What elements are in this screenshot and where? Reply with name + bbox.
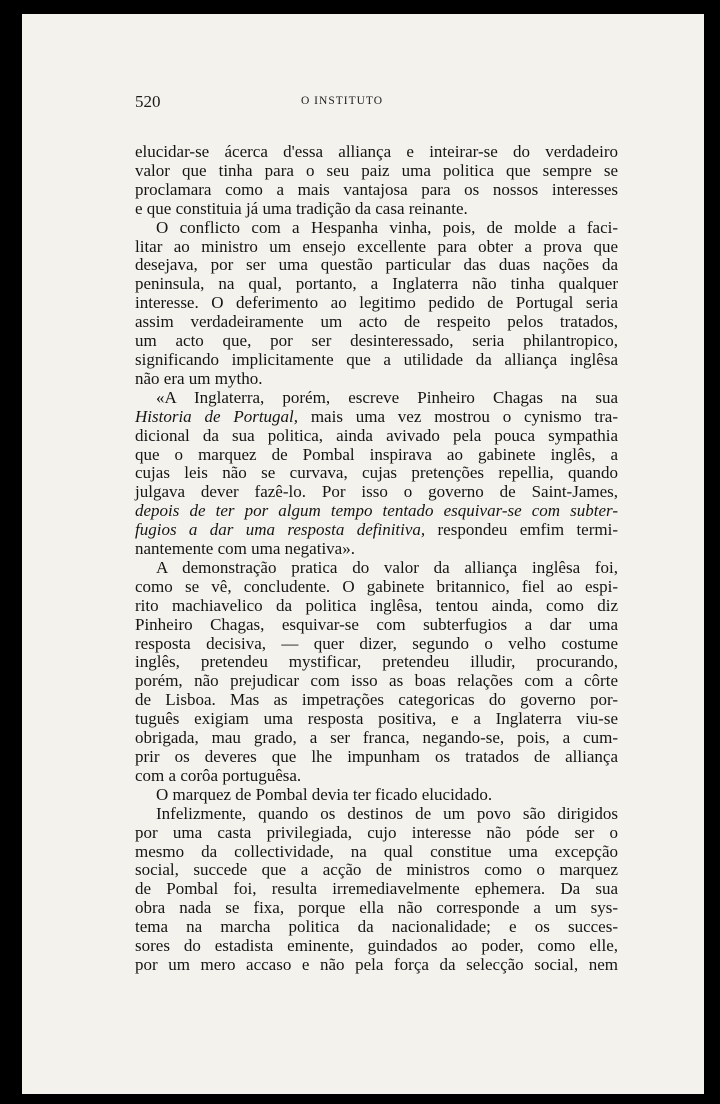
text-line: O marquez de Pombal devia ter ficado elucidado. — [156, 784, 493, 804]
text-line: fugios a dar uma resposta definitiva, respondeu emfim termi- — [135, 520, 618, 540]
text-line: julgava dever fazê-lo. Por isso o governo de Saint-James, — [135, 482, 618, 502]
text-line: obrigada, mau grado, a ser franca, negando-se, pois, a cum- — [135, 728, 618, 748]
text-line: obra nada se fixa, porque ella não corresponde a um sys- — [135, 898, 618, 918]
text-line: por uma casta privilegiada, cujo interesse não póde ser o — [135, 822, 618, 842]
running-title: O INSTITUTO — [301, 95, 384, 107]
text-line: resposta decisiva, — quer dizer, segundo o velho costume — [135, 633, 618, 653]
text-line: de Pombal foi, resulta irremediavelmente ephemera. Da sua — [135, 879, 618, 899]
text-line: tema na marcha politica da nacionalidade; e os succes- — [135, 917, 618, 937]
text-line: «A Inglaterra, porém, escreve Pinheiro Chagas na sua — [156, 387, 618, 407]
body-text — [135, 143, 618, 975]
text-line: Historia de Portugal, mais uma vez mostrou o cynismo tra- — [135, 406, 619, 426]
text-line: por um mero accaso e não pela força da selecção social, nem — [135, 954, 618, 974]
text-line: assim verdadeiramente um acto de respeito pelos tratados, — [135, 312, 618, 332]
text-line: O conflicto com a Hespanha vinha, pois, de molde a faci- — [156, 217, 618, 237]
text-line: inglês, pretendeu mystificar, pretendeu illudir, procurando, — [135, 652, 618, 672]
text-line: significando implicitamente que a utilidade da alliança inglêsa — [135, 349, 618, 369]
italic-phrase: fugios a dar uma resposta definitiva, — [135, 520, 426, 540]
text-line — [135, 502, 618, 521]
text-line: tuguês exigiam uma resposta positiva, e a Inglaterra viu-se — [135, 709, 618, 729]
text-line: proclamara como a mais vantajosa para os nossos interesses — [135, 179, 618, 199]
text-line: cujas leis não se curvava, cujas pretenções repellia, quando — [135, 463, 618, 483]
text-line: e que constituia já uma tradição da casa reinante. — [135, 198, 468, 218]
text-line: litar ao ministro um ensejo excellente para obter a prova que — [135, 236, 618, 256]
text-line: nantemente com uma negativa». — [135, 539, 355, 559]
text-line: Infelizmente, quando os destinos de um povo são dirigidos — [156, 803, 618, 823]
text-line: interesse. O deferimento ao legitimo pedido de Portugal seria — [135, 293, 618, 313]
text-line: um acto que, por ser desinteressado, seria philantropico, — [135, 331, 618, 351]
text-line: Pinheiro Chagas, esquivar-se com subterfugios a dar uma — [135, 614, 618, 634]
page-header — [135, 92, 465, 112]
text-line: que o marquez de Pombal inspirava ao gabinete inglês, a — [135, 444, 618, 464]
text-line: desejava, por ser uma questão particular das duas nações da — [135, 255, 618, 275]
text-line: porém, não prejudicar com isso as boas relações com a côrte — [135, 671, 618, 691]
text-line: com a corôa portuguêsa. — [135, 765, 302, 785]
text-line: não era um mytho. — [135, 368, 263, 388]
text-line: A demonstração pratica do valor da alliança inglêsa foi, — [156, 557, 618, 577]
text-line: social, succede que a acção de ministros como o marquez — [135, 860, 618, 880]
text-line: como se vê, concludente. O gabinete britannico, fiel ao espi- — [135, 576, 618, 596]
italic-phrase: depois de ter por algum tempo tentado esquivar-se com subter- — [135, 501, 618, 521]
text-line: sores do estadista eminente, guindados ao poder, como elle, — [135, 936, 618, 956]
text-line: prir os deveres que lhe impunham os tratados de alliança — [135, 747, 618, 766]
text-line: de Lisboa. Mas as impetrações categoricas do governo por- — [135, 690, 618, 710]
text-line: rito machiavelico da politica inglêsa, tentou ainda, como diz — [135, 595, 618, 615]
italic-phrase: Historia de Portugal, — [135, 406, 299, 426]
text-line: peninsula, na qual, portanto, a Inglaterra não tinha qualquer — [135, 274, 618, 294]
page-number: 520 — [135, 92, 161, 111]
text-line: mesmo da collectividade, na qual constitue uma excepção — [135, 841, 618, 861]
text-line: elucidar-se ácerca d'essa alliança e inteirar-se do verdadeiro — [135, 142, 618, 161]
text-line: dicional da sua politica, ainda avivado pela pouca sympathia — [135, 425, 618, 445]
text-line: valor que tinha para o seu paiz uma politica que sempre se — [135, 160, 618, 180]
